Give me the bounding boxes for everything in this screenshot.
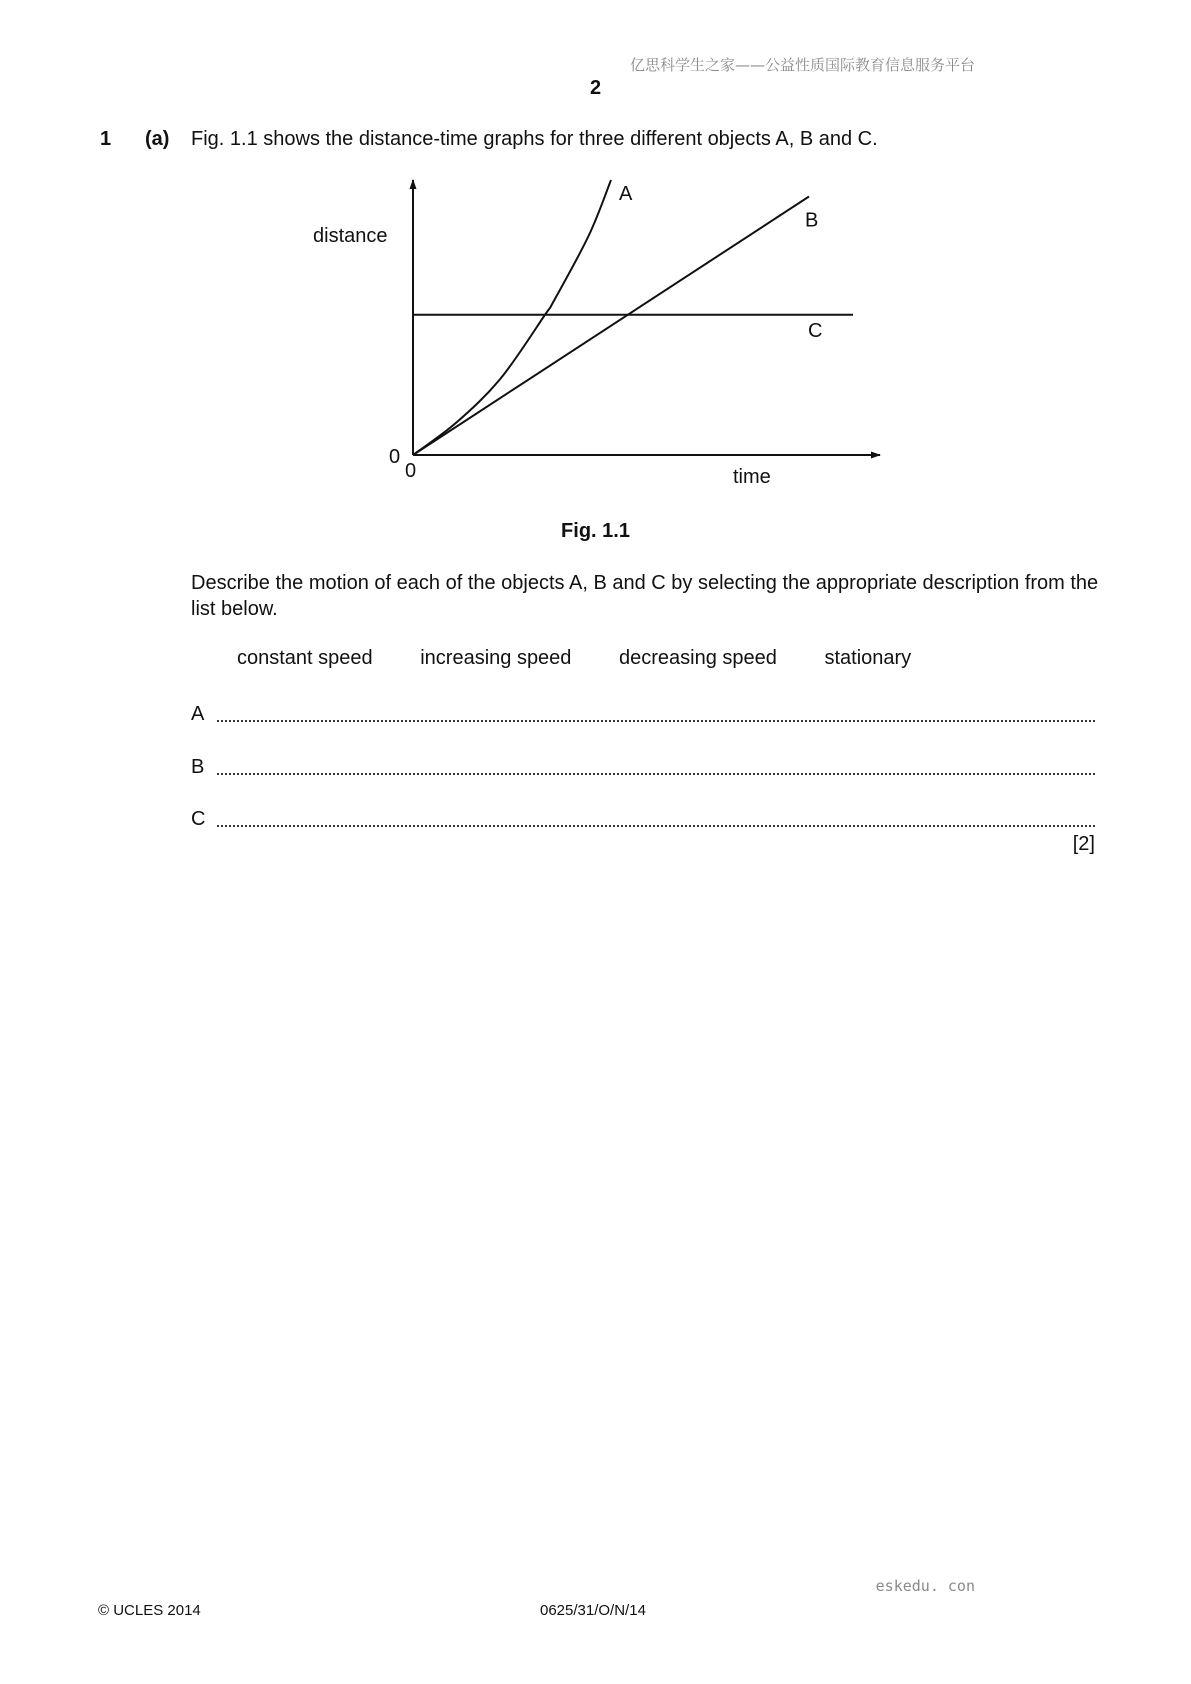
distance-time-graph	[0, 0, 1191, 520]
paper-code: 0625/31/O/N/14	[540, 1602, 646, 1619]
y-axis-label: distance	[313, 225, 388, 247]
series-b-line	[413, 197, 809, 456]
series-c-label: C	[808, 319, 823, 342]
answer-line[interactable]	[217, 761, 1095, 775]
answer-label: A	[191, 703, 205, 725]
x-axis-label: time	[733, 466, 771, 488]
answer-row-b	[191, 753, 1095, 779]
answer-line[interactable]	[217, 708, 1095, 722]
series-b-label: B	[805, 209, 819, 232]
option-decreasing-speed: decreasing speed	[619, 647, 777, 669]
page-number: 2	[589, 77, 602, 99]
option-stationary: stationary	[824, 647, 912, 669]
question-text: Fig. 1.1 shows the distance-time graphs for three different objects A, B and C.	[191, 128, 878, 150]
x-origin-label: 0	[405, 460, 417, 482]
figure-caption: Fig. 1.1	[561, 520, 630, 542]
options-list	[237, 647, 953, 670]
question-number: 1	[100, 128, 112, 150]
footer-watermark: eskedu. con	[875, 1577, 975, 1595]
series-a-label: A	[619, 183, 633, 205]
header-watermark: 亿思科学生之家——公益性质国际教育信息服务平台	[629, 56, 975, 74]
option-constant-speed: constant speed	[237, 647, 373, 669]
series-a-line	[413, 180, 611, 455]
option-increasing-speed: increasing speed	[420, 647, 572, 669]
instruction-text: Describe the motion of each of the objects A, B and C by selecting the appropriate description from the list below.	[191, 572, 1099, 620]
answer-row-c	[191, 805, 1095, 831]
answer-line[interactable]	[217, 813, 1095, 827]
copyright: © UCLES 2014	[98, 1602, 201, 1619]
answer-row-a	[191, 700, 1095, 726]
question-part: (a)	[145, 128, 170, 150]
marks: [2]	[1072, 833, 1095, 855]
answer-label: B	[191, 756, 205, 778]
answer-label: C	[191, 808, 206, 830]
y-origin-label: 0	[389, 446, 401, 468]
